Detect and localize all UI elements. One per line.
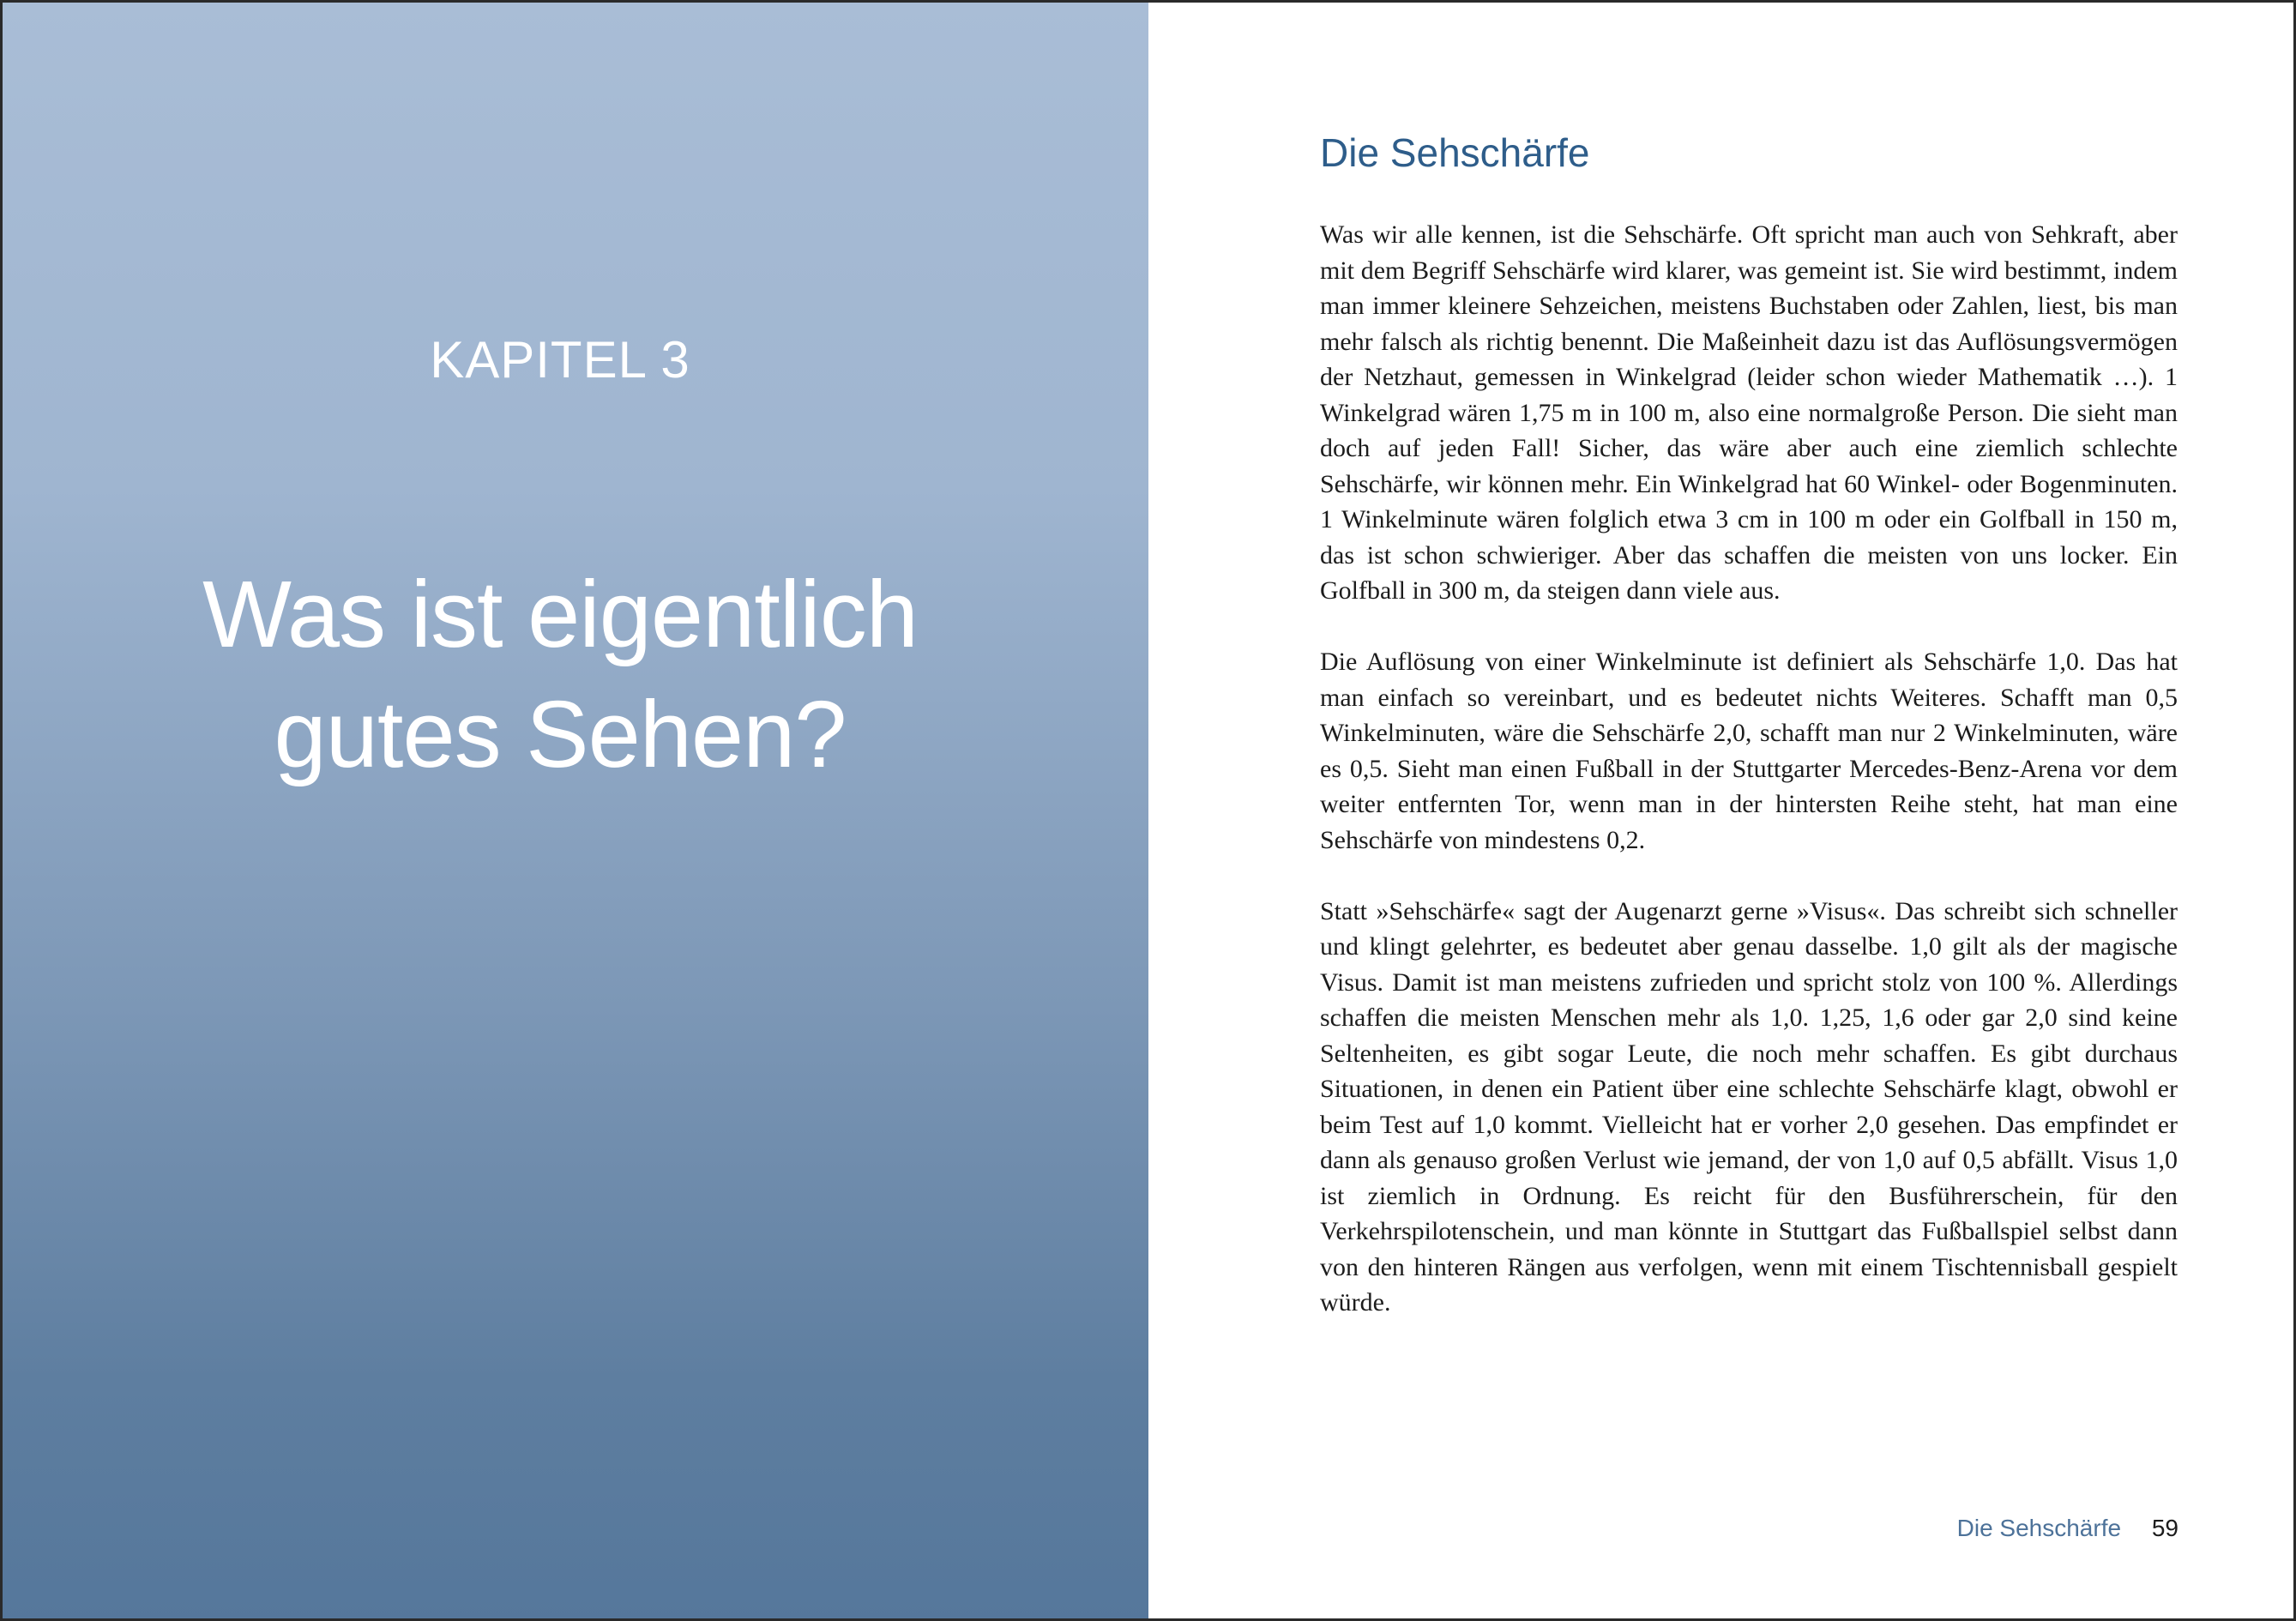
chapter-title-line-1: Was ist eigentlich bbox=[202, 561, 918, 667]
paragraph: Statt »Sehschärfe« sagt der Augenarzt gerne »Visus«. Das schreibt sich schneller und klingt gelehrter, es bedeutet aber genau dasselbe. 1,0 gilt als der magische Visus. Damit ist man meistens zufrieden und spricht stolz von 100 %. Allerdings schaffen die meisten Menschen mehr als 1,0. 1,25, 1,6 oder gar 2,0 sind keine Seltenheiten, es gibt sogar Leute, die noch mehr schaffen. Es gibt durchaus Situationen, in denen ein Patient über eine schlechte Sehschärfe klagt, obwohl er beim Test auf 1,0 kommt. Vielleicht hat er vorher 2,0 gesehen. Das empfindet er dann als genauso großen Verlust wie jemand, der von 1,0 auf 0,5 abfällt. Visus 1,0 ist ziemlich in Ordnung. Es reicht für den Busführerschein, für den Verkehrspilotenschein, und man könnte in Stuttgart das Fußballspiel selbst dann von den hinteren Rängen aus verfolgen, wenn mit einem Tischtennisball gespielt würde. bbox=[1320, 896, 2178, 1317]
chapter-title-line-2: gutes Sehen? bbox=[274, 681, 847, 787]
running-footer bbox=[1957, 1515, 2178, 1542]
chapter-label: KAPITEL 3 bbox=[430, 331, 690, 389]
page-number: 59 bbox=[2151, 1515, 2178, 1541]
text-page bbox=[1148, 3, 2296, 1621]
body-text bbox=[1320, 217, 2178, 1356]
chapter-opener-page bbox=[3, 3, 1148, 1621]
paragraph: Was wir alle kennen, ist die Sehschärfe. Oft spricht man auch von Sehkraft, aber mit dem Begriff Sehschärfe wird klarer, was gemeint ist. Sie wird bestimmt, indem man immer kleinere Sehzeichen, meistens Buchstaben oder Zahlen, liest, bis man mehr falsch als richtig benennt. Die Maßeinheit dazu ist das Auflösungsvermögen der Netzhaut, gemessen in Winkelgrad (leider schon wieder Mathematik …). 1 Winkelgrad wären 1,75 m in 100 m, also eine normalgroße Person. Die sieht man doch auf jeden Fall! Sicher, das wäre aber auch eine ziemlich schlechte Sehschärfe, wir können mehr. Ein Winkelgrad hat 60 Winkel- oder Bogenminuten. 1 Winkelminute wären folglich etwa 3 cm in 100 m oder ein Golfball in 150 m, das ist schon schwieriger. Aber das schaffen die meisten von uns locker. Ein Golfball in 300 m, da steigen dann viele aus. bbox=[1320, 220, 2178, 605]
footer-section-title: Die Sehschärfe bbox=[1956, 1515, 2122, 1541]
chapter-title bbox=[3, 555, 1118, 795]
paragraph: Die Auflösung von einer Winkelminute ist definiert als Sehschärfe 1,0. Das hat man einfach so vereinbart, und es bedeutet nichts Weiteres. Schafft man 0,5 Winkelminuten, wäre die Sehschärfe 2,0, schafft man nur 2 Winkelminuten, wäre es 0,5. Sieht man einen Fußball in der Stuttgarter Mercedes-Benz-Arena vor dem weiter entfernten Tor, wenn man in der hintersten Reihe steht, hat man eine Sehschärfe von mindestens 0,2. bbox=[1320, 648, 2178, 854]
section-heading: Die Sehschärfe bbox=[1320, 130, 1590, 175]
